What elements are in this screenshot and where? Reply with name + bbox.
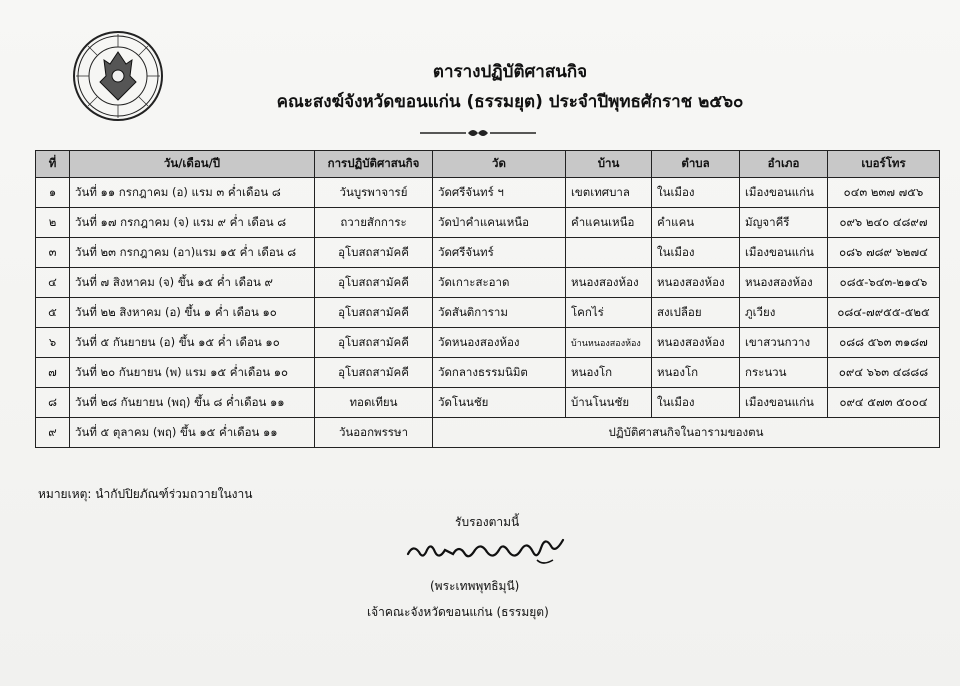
row-activity: ถวายสักการะ xyxy=(315,208,433,238)
row-subdistrict: ในเมือง xyxy=(652,178,740,208)
table-row xyxy=(36,298,940,328)
row-temple: วัดกลางธรรมนิมิต xyxy=(433,358,566,388)
row-subdistrict: ในเมือง xyxy=(652,388,740,418)
table-row xyxy=(36,358,940,388)
row-date: วันที่ ๕ กันยายน (อ) ขึ้น ๑๕ ค่ำ เดือน ๑๐ xyxy=(70,328,315,358)
row-temple: วัดเกาะสะอาด xyxy=(433,268,566,298)
row-village: หนองโก xyxy=(566,358,652,388)
ornament-divider-icon xyxy=(418,126,538,140)
row-date: วันที่ ๑๑ กรกฎาคม (อ) แรม ๓ ค่ำเดือน ๘ xyxy=(70,178,315,208)
row-subdistrict: หนองโก xyxy=(652,358,740,388)
row-district: เมืองขอนแก่น xyxy=(740,178,828,208)
row-number: ๖ xyxy=(36,328,70,358)
table-row xyxy=(36,208,940,238)
row-village: บ้านหนองสองห้อง xyxy=(566,328,652,358)
table-row xyxy=(36,418,940,448)
column-header: การปฏิบัติศาสนกิจ xyxy=(315,151,433,178)
row-date: วันที่ ๒๒ สิงหาคม (อ) ขึ้น ๑ ค่ำ เดือน ๑๐ xyxy=(70,298,315,328)
row-number: ๔ xyxy=(36,268,70,298)
row-district: มัญจาคีรี xyxy=(740,208,828,238)
row-temple: วัดป่าคำแคนเหนือ xyxy=(433,208,566,238)
row-date: วันที่ ๗ สิงหาคม (จ) ขึ้น ๑๕ ค่ำ เดือน ๙ xyxy=(70,268,315,298)
row-activity: ทอดเทียน xyxy=(315,388,433,418)
row-phone: ๐๘๖ ๗๘๙ ๖๒๗๔ xyxy=(828,238,940,268)
row-number: ๒ xyxy=(36,208,70,238)
row-number: ๑ xyxy=(36,178,70,208)
row-activity: วันออกพรรษา xyxy=(315,418,433,448)
row-date: วันที่ ๒๘ กันยายน (พฤ) ขึ้น ๘ ค่ำเดือน ๑๑ xyxy=(70,388,315,418)
row-number: ๙ xyxy=(36,418,70,448)
row-village: บ้านโนนชัย xyxy=(566,388,652,418)
row-phone: ๐๙๔ ๕๗๓ ๕๐๐๔ xyxy=(828,388,940,418)
footnote: หมายเหตุ: นำกัปปิยภัณฑ์ร่วมถวายในงาน xyxy=(38,487,253,501)
row-number: ๘ xyxy=(36,388,70,418)
row-village xyxy=(566,238,652,268)
row-temple: วัดศรีจันทร์ ฯ xyxy=(433,178,566,208)
row-village: หนองสองห้อง xyxy=(566,268,652,298)
column-header: อำเภอ xyxy=(740,151,828,178)
row-activity: วันบูรพาจารย์ xyxy=(315,178,433,208)
row-subdistrict: สงเปลือย xyxy=(652,298,740,328)
row-subdistrict: คำแคน xyxy=(652,208,740,238)
row-district: เมืองขอนแก่น xyxy=(740,388,828,418)
row-district: กระนวน xyxy=(740,358,828,388)
row-temple: วัดสันติการาม xyxy=(433,298,566,328)
row-phone: ๐๙๔ ๖๖๓ ๔๘๘๘ xyxy=(828,358,940,388)
signer-position: เจ้าคณะจังหวัดขอนแก่น (ธรรมยุต) xyxy=(367,605,549,619)
row-date: วันที่ ๕ ตุลาคม (พฤ) ขึ้น ๑๕ ค่ำเดือน ๑๑ xyxy=(70,418,315,448)
row-activity: อุโบสถสามัคคี xyxy=(315,328,433,358)
row-village: คำแคนเหนือ xyxy=(566,208,652,238)
table-row xyxy=(36,328,940,358)
certification-text: รับรองตามนี้ xyxy=(455,515,520,529)
row-phone: ๐๔๓ ๒๓๗ ๗๕๖ xyxy=(828,178,940,208)
column-header: บ้าน xyxy=(566,151,652,178)
row-village: โคกไร่ xyxy=(566,298,652,328)
row-date: วันที่ ๑๗ กรกฎาคม (จ) แรม ๙ ค่ำ เดือน ๘ xyxy=(70,208,315,238)
row-date: วันที่ ๒๓ กรกฎาคม (อา)แรม ๑๕ ค่ำ เดือน ๘ xyxy=(70,238,315,268)
row-date: วันที่ ๒๐ กันยายน (พ) แรม ๑๕ ค่ำเดือน ๑๐ xyxy=(70,358,315,388)
row-phone: ๐๙๖ ๒๔๐ ๔๘๙๗ xyxy=(828,208,940,238)
row-phone: ๐๘๘ ๕๖๓ ๓๑๘๗ xyxy=(828,328,940,358)
row-subdistrict: หนองสองห้อง xyxy=(652,328,740,358)
row-subdistrict: หนองสองห้อง xyxy=(652,268,740,298)
row-activity: อุโบสถสามัคคี xyxy=(315,298,433,328)
signer-name: (พระเทพพุทธิมุนี) xyxy=(430,579,520,593)
row-merged-note: ปฏิบัติศาสนกิจในอารามของตน xyxy=(433,418,940,448)
column-header: วัน/เดือน/ปี xyxy=(70,151,315,178)
schedule-table xyxy=(35,150,940,448)
column-header: ที่ xyxy=(36,151,70,178)
row-number: ๗ xyxy=(36,358,70,388)
row-temple: วัดศรีจันทร์ xyxy=(433,238,566,268)
row-number: ๓ xyxy=(36,238,70,268)
table-row xyxy=(36,268,940,298)
column-header: วัด xyxy=(433,151,566,178)
row-temple: วัดหนองสองห้อง xyxy=(433,328,566,358)
row-district: เขาสวนกวาง xyxy=(740,328,828,358)
row-activity: อุโบสถสามัคคี xyxy=(315,238,433,268)
row-activity: อุโบสถสามัคคี xyxy=(315,268,433,298)
column-header: เบอร์โทร xyxy=(828,151,940,178)
column-header: ตำบล xyxy=(652,151,740,178)
row-subdistrict: ในเมือง xyxy=(652,238,740,268)
table-row xyxy=(36,388,940,418)
table-header-row xyxy=(36,151,940,178)
document-subtitle: คณะสงฆ์จังหวัดขอนแก่น (ธรรมยุต) ประจำปีพุทธศักราช ๒๕๖๐ xyxy=(276,92,744,112)
row-phone: ๐๘๔-๗๙๕๕-๕๒๕ xyxy=(828,298,940,328)
table-row xyxy=(36,178,940,208)
row-district: หนองสองห้อง xyxy=(740,268,828,298)
row-number: ๕ xyxy=(36,298,70,328)
table-row xyxy=(36,238,940,268)
document-title: ตารางปฏิบัติศาสนกิจ xyxy=(432,62,588,82)
row-phone: ๐๘๕-๖๔๓-๒๑๔๖ xyxy=(828,268,940,298)
row-village: เขตเทศบาล xyxy=(566,178,652,208)
row-activity: อุโบสถสามัคคี xyxy=(315,358,433,388)
row-district: เมืองขอนแก่น xyxy=(740,238,828,268)
row-temple: วัดโนนชัย xyxy=(433,388,566,418)
row-district: ภูเวียง xyxy=(740,298,828,328)
handwritten-signature xyxy=(403,530,573,570)
